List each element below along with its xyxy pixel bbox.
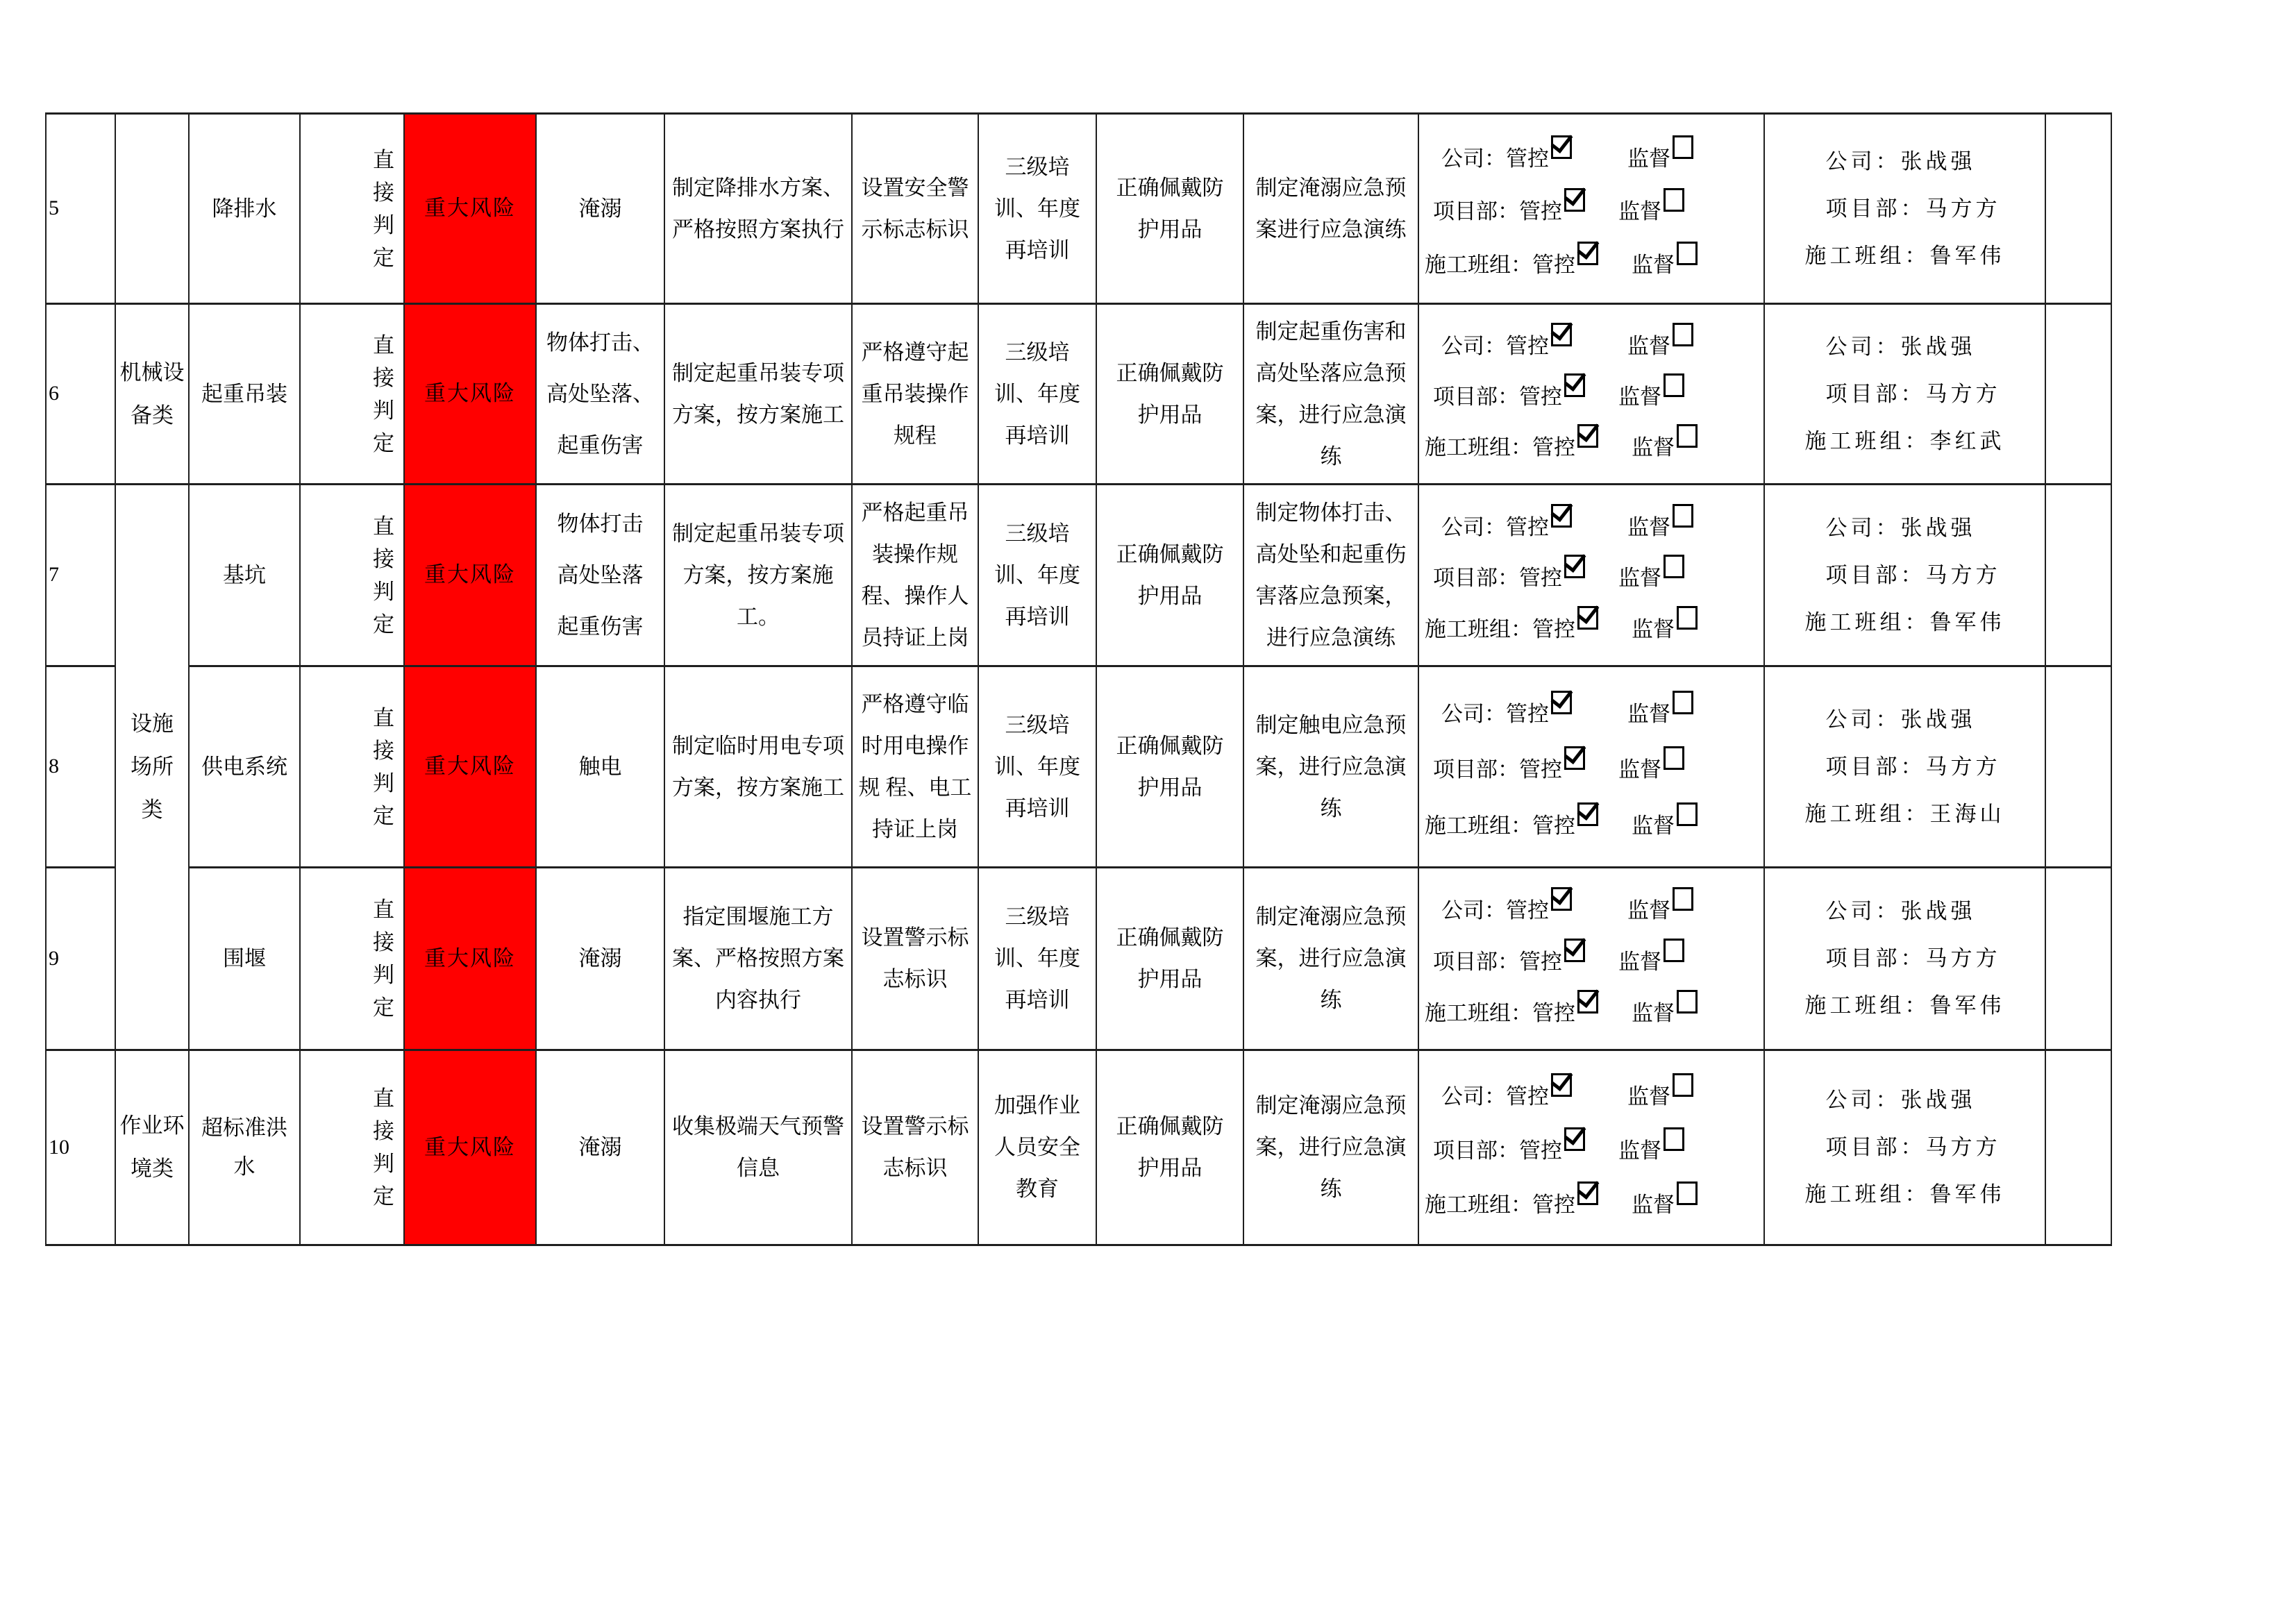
supervise-unchecked-checkbox-icon[interactable] (1677, 606, 1698, 630)
managed-checked-checkbox-icon[interactable] (1577, 424, 1598, 448)
cell-ppe-measure: 正确佩戴防护用品 (1096, 485, 1243, 666)
supervise-unchecked-checkbox-icon[interactable] (1673, 691, 1693, 714)
control-label: 管控 (1506, 701, 1549, 726)
cell-engineering-measure: 指定围堰施工方案、严格按照方案内容执行 (664, 868, 852, 1050)
supervise-label: 监督 (1618, 1138, 1661, 1163)
cell-emergency-measure: 制定起重伤害和高处坠落应急预案，进行应急演练 (1243, 304, 1418, 485)
responsible-line: 项目部：马方方 (1825, 754, 2001, 779)
cell-hazard (536, 485, 664, 666)
cell-control-levels (1418, 666, 1764, 868)
cell-risk-category (115, 1050, 189, 1245)
control-level-line (1425, 373, 1761, 414)
control-org-label: 项目部： (1433, 566, 1519, 591)
cell-responsible-persons (1764, 304, 2045, 485)
spacer (1598, 271, 1632, 272)
responsible-line: 项目部：马方方 (1825, 381, 2001, 406)
managed-checked-checkbox-icon[interactable] (1551, 1073, 1572, 1097)
control-label: 管控 (1532, 813, 1575, 838)
supervise-label: 监督 (1632, 435, 1675, 460)
cell-risk-level: 重大风险 (404, 666, 536, 868)
judgement-vertical-text: 直接判定 (373, 898, 394, 1020)
cell-judgement-method (300, 485, 404, 666)
hazard-line: 高处坠落、 (546, 381, 654, 406)
managed-checked-checkbox-icon[interactable] (1551, 323, 1572, 346)
cell-hazard (536, 868, 664, 1050)
cell-responsible-persons (1764, 114, 2045, 304)
control-level-line (1425, 606, 1761, 646)
cell-risk-category (115, 114, 189, 304)
responsible-line: 公司：张战强 (1825, 707, 1976, 732)
hazard-line: 起重伤害 (557, 432, 644, 457)
cell-management-measure: 设置安全警示标志标识 (852, 114, 978, 304)
control-label: 管控 (1519, 566, 1562, 591)
spacer (1572, 534, 1627, 535)
responsible-line: 施工班组：鲁军伟 (1804, 609, 2005, 634)
cell-emergency-measure: 制定触电应急预案，进行应急演练 (1243, 666, 1418, 868)
cell-ppe-measure: 正确佩戴防护用品 (1096, 1050, 1243, 1245)
responsible-block (1805, 704, 2005, 830)
managed-checked-checkbox-icon[interactable] (1564, 555, 1585, 578)
control-level-line (1425, 188, 1761, 228)
managed-checked-checkbox-icon[interactable] (1577, 1181, 1598, 1205)
supervise-unchecked-checkbox-icon[interactable] (1664, 1127, 1684, 1151)
control-level-line (1425, 990, 1761, 1030)
control-label: 管控 (1532, 1193, 1575, 1218)
control-label: 管控 (1519, 385, 1562, 410)
cell-serial-number: 9 (46, 868, 115, 1050)
control-level-line (1425, 504, 1761, 544)
cell-risk-item: 基坑 (189, 485, 300, 666)
managed-checked-checkbox-icon[interactable] (1564, 373, 1585, 397)
cell-remark-empty (2045, 485, 2111, 666)
cell-risk-level: 重大风险 (404, 114, 536, 304)
responsible-line: 公司：张战强 (1825, 515, 1976, 540)
responsible-line: 施工班组：鲁军伟 (1804, 993, 2005, 1018)
control-org-label: 公司： (1441, 514, 1506, 539)
spacer (1585, 218, 1618, 219)
control-level-line (1425, 1181, 1761, 1222)
hazard-line: 触电 (578, 754, 622, 779)
judgement-vertical-text: 直接判定 (373, 1086, 394, 1209)
supervise-unchecked-checkbox-icon[interactable] (1664, 188, 1684, 212)
cell-control-levels (1418, 485, 1764, 666)
cell-engineering-measure: 制定临时用电专项方案，按方案施工 (664, 666, 852, 868)
cell-remark-empty (2045, 666, 2111, 868)
cell-remark-empty (2045, 868, 2111, 1050)
judgement-vertical-text: 直接判定 (373, 705, 394, 828)
control-levels-block (1419, 306, 1763, 482)
control-org-label: 施工班组： (1425, 252, 1532, 277)
supervise-label: 监督 (1618, 949, 1661, 974)
control-org-label: 项目部： (1433, 757, 1519, 782)
cell-judgement-method (300, 1050, 404, 1245)
category-line: 场所 (131, 755, 174, 779)
hazard-line: 起重伤害 (557, 614, 644, 639)
control-level-line (1425, 887, 1761, 927)
control-levels-block (1419, 668, 1763, 866)
control-label: 管控 (1506, 334, 1549, 359)
responsible-block (1805, 512, 2005, 639)
cell-risk-item: 供电系统 (189, 666, 300, 868)
supervise-unchecked-checkbox-icon[interactable] (1673, 504, 1693, 528)
cell-risk-level: 重大风险 (404, 868, 536, 1050)
cell-judgement-method (300, 868, 404, 1050)
hazard-line: 物体打击 (557, 511, 644, 536)
table-row (46, 304, 2111, 485)
managed-checked-checkbox-icon[interactable] (1577, 802, 1598, 826)
cell-risk-item: 起重吊装 (189, 304, 300, 485)
cell-education-measure: 三级培训、年度再培训 (978, 868, 1096, 1050)
cell-serial-number: 7 (46, 485, 115, 666)
control-label: 管控 (1532, 435, 1575, 460)
cell-hazard (536, 666, 664, 868)
control-org-label: 施工班组： (1425, 813, 1532, 838)
supervise-unchecked-checkbox-icon[interactable] (1664, 746, 1684, 770)
control-label: 管控 (1506, 146, 1549, 171)
spacer (1585, 776, 1618, 777)
cell-risk-item: 超标准洪水 (189, 1050, 300, 1245)
risk-control-table (45, 112, 2112, 1246)
supervise-label: 监督 (1618, 199, 1661, 224)
table-row (46, 485, 2111, 666)
control-org-label: 项目部： (1433, 199, 1519, 224)
control-org-label: 公司： (1441, 898, 1506, 923)
control-level-line (1425, 135, 1761, 176)
control-label: 管控 (1532, 1000, 1575, 1025)
cell-engineering-measure: 制定起重吊装专项方案，按方案施工 (664, 304, 852, 485)
control-org-label: 项目部： (1433, 949, 1519, 974)
control-level-line (1425, 555, 1761, 595)
cell-risk-level: 重大风险 (404, 485, 536, 666)
responsible-line: 公司：张战强 (1825, 334, 1976, 359)
cell-engineering-measure: 制定降排水方案、严格按照方案执行 (664, 114, 852, 304)
responsible-block (1805, 146, 2005, 272)
control-org-label: 公司： (1441, 701, 1506, 726)
control-label: 管控 (1532, 616, 1575, 641)
cell-hazard (536, 114, 664, 304)
supervise-label: 监督 (1618, 757, 1661, 782)
spacer (1585, 968, 1618, 969)
cell-education-measure: 加强作业人员安全教育 (978, 1050, 1096, 1245)
supervise-unchecked-checkbox-icon[interactable] (1664, 373, 1684, 397)
managed-checked-checkbox-icon[interactable] (1564, 939, 1585, 962)
cell-emergency-measure: 制定淹溺应急预案进行应急演练 (1243, 114, 1418, 304)
cell-education-measure: 三级培训、年度再培训 (978, 485, 1096, 666)
control-level-line (1425, 939, 1761, 979)
control-label: 管控 (1506, 1084, 1549, 1109)
hazard-line: 物体打击、 (546, 330, 654, 355)
responsible-line: 项目部：马方方 (1825, 196, 2001, 221)
cell-risk-category (115, 485, 189, 1050)
spacer (1572, 165, 1627, 166)
cell-management-measure: 设置警示标志标识 (852, 1050, 978, 1245)
control-level-line (1425, 802, 1761, 843)
supervise-label: 监督 (1632, 813, 1675, 838)
responsible-line: 项目部：马方方 (1825, 1135, 2001, 1159)
control-org-label: 项目部： (1433, 385, 1519, 410)
cell-serial-number: 10 (46, 1050, 115, 1245)
control-level-line (1425, 691, 1761, 731)
responsible-line: 施工班组：鲁军伟 (1804, 1182, 2005, 1206)
cell-risk-level: 重大风险 (404, 1050, 536, 1245)
control-org-label: 公司： (1441, 1084, 1506, 1109)
supervise-unchecked-checkbox-icon[interactable] (1673, 135, 1693, 159)
hazard-line: 淹溺 (578, 1135, 622, 1159)
managed-checked-checkbox-icon[interactable] (1551, 135, 1572, 159)
control-org-label: 施工班组： (1425, 616, 1532, 641)
supervise-label: 监督 (1618, 566, 1661, 591)
control-levels-block (1419, 116, 1763, 302)
cell-emergency-measure: 制定物体打击、高处坠和起重伤害落应急预案，进行应急演练 (1243, 485, 1418, 666)
managed-checked-checkbox-icon[interactable] (1564, 746, 1585, 770)
responsible-line: 施工班组：鲁军伟 (1804, 243, 2005, 268)
control-label: 管控 (1519, 757, 1562, 782)
managed-checked-checkbox-icon[interactable] (1564, 188, 1585, 212)
table-row (46, 114, 2111, 304)
cell-emergency-measure: 制定淹溺应急预案，进行应急演练 (1243, 1050, 1418, 1245)
responsible-line: 项目部：马方方 (1825, 946, 2001, 970)
control-org-label: 施工班组： (1425, 1000, 1532, 1025)
cell-management-measure: 严格遵守起重吊装操作规程 (852, 304, 978, 485)
cell-responsible-persons (1764, 666, 2045, 868)
cell-management-measure: 严格遵守临时用电操作规 程、电工持证上岗 (852, 666, 978, 868)
responsible-line: 项目部：马方方 (1825, 562, 2001, 587)
control-label: 管控 (1506, 514, 1549, 539)
hazard-line: 淹溺 (578, 946, 622, 970)
table-row (46, 868, 2111, 1050)
cell-remark-empty (2045, 114, 2111, 304)
supervise-unchecked-checkbox-icon[interactable] (1673, 887, 1693, 911)
cell-serial-number: 8 (46, 666, 115, 868)
cell-ppe-measure: 正确佩戴防护用品 (1096, 304, 1243, 485)
responsible-block (1805, 895, 2005, 1022)
cell-control-levels (1418, 114, 1764, 304)
cell-engineering-measure: 收集极端天气预警信息 (664, 1050, 852, 1245)
spacer (1598, 636, 1632, 637)
control-org-label: 项目部： (1433, 1138, 1519, 1163)
control-org-label: 公司： (1441, 334, 1506, 359)
hazard-line: 高处坠落 (557, 562, 644, 587)
spacer (1572, 1103, 1627, 1104)
control-label: 管控 (1519, 949, 1562, 974)
cell-control-levels (1418, 304, 1764, 485)
cell-ppe-measure: 正确佩戴防护用品 (1096, 114, 1243, 304)
supervise-label: 监督 (1632, 1193, 1675, 1218)
managed-checked-checkbox-icon[interactable] (1577, 242, 1598, 265)
managed-checked-checkbox-icon[interactable] (1551, 504, 1572, 528)
cell-responsible-persons (1764, 1050, 2045, 1245)
judgement-vertical-text: 直接判定 (373, 147, 394, 270)
control-label: 管控 (1532, 252, 1575, 277)
cell-education-measure: 三级培训、年度再培训 (978, 304, 1096, 485)
control-levels-block (1419, 487, 1763, 664)
supervise-unchecked-checkbox-icon[interactable] (1664, 939, 1684, 962)
spacer (1585, 1157, 1618, 1158)
cell-ppe-measure: 正确佩戴防护用品 (1096, 666, 1243, 868)
category-line: 类 (141, 798, 163, 822)
control-level-line (1425, 746, 1761, 787)
cell-risk-item: 降排水 (189, 114, 300, 304)
cell-management-measure: 设置警示标志标识 (852, 868, 978, 1050)
control-levels-block (1419, 870, 1763, 1048)
control-org-label: 施工班组： (1425, 435, 1532, 460)
judgement-vertical-text: 直接判定 (373, 514, 394, 637)
category-line: 设施 (131, 712, 174, 736)
responsible-block (1805, 1084, 2005, 1211)
supervise-unchecked-checkbox-icon[interactable] (1677, 802, 1698, 826)
supervise-unchecked-checkbox-icon[interactable] (1677, 242, 1698, 265)
category-line: 备类 (131, 403, 174, 428)
cell-judgement-method (300, 114, 404, 304)
managed-checked-checkbox-icon[interactable] (1551, 691, 1572, 714)
spacer (1598, 1211, 1632, 1212)
risk-table-body (46, 114, 2111, 1245)
supervise-label: 监督 (1632, 1000, 1675, 1025)
cell-judgement-method (300, 666, 404, 868)
responsible-line: 公司：张战强 (1825, 899, 1976, 923)
cell-management-measure: 严格起重吊装操作规程、操作人员持证上岗 (852, 485, 978, 666)
control-label: 管控 (1506, 898, 1549, 923)
supervise-unchecked-checkbox-icon[interactable] (1664, 555, 1684, 578)
spacer (1598, 454, 1632, 455)
category-line: 境类 (131, 1157, 174, 1181)
cell-remark-empty (2045, 1050, 2111, 1245)
spacer (1572, 917, 1627, 918)
category-line: 作业环 (119, 1113, 185, 1138)
cell-remark-empty (2045, 304, 2111, 485)
supervise-label: 监督 (1627, 898, 1670, 923)
cell-hazard (536, 304, 664, 485)
control-level-line (1425, 424, 1761, 464)
managed-checked-checkbox-icon[interactable] (1564, 1127, 1585, 1151)
supervise-unchecked-checkbox-icon[interactable] (1677, 424, 1698, 448)
managed-checked-checkbox-icon[interactable] (1577, 606, 1598, 630)
supervise-label: 监督 (1627, 1084, 1670, 1109)
cell-engineering-measure: 制定起重吊装专项方案，按方案施工。 (664, 485, 852, 666)
cell-control-levels (1418, 868, 1764, 1050)
control-level-line (1425, 242, 1761, 282)
control-level-line (1425, 1073, 1761, 1113)
spacer (1598, 832, 1632, 833)
cell-judgement-method (300, 304, 404, 485)
cell-control-levels (1418, 1050, 1764, 1245)
judgement-vertical-text: 直接判定 (373, 333, 394, 455)
responsible-line: 公司：张战强 (1825, 1088, 1976, 1112)
category-line: 机械设 (119, 360, 185, 385)
cell-risk-level: 重大风险 (404, 304, 536, 485)
control-org-label: 施工班组： (1425, 1193, 1532, 1218)
responsible-line: 施工班组：王海山 (1804, 801, 2005, 826)
supervise-label: 监督 (1632, 252, 1675, 277)
control-label: 管控 (1519, 199, 1562, 224)
control-level-line (1425, 1127, 1761, 1168)
cell-ppe-measure: 正确佩戴防护用品 (1096, 868, 1243, 1050)
cell-serial-number: 6 (46, 304, 115, 485)
spacer (1585, 403, 1618, 404)
supervise-label: 监督 (1627, 514, 1670, 539)
cell-emergency-measure: 制定淹溺应急预案，进行应急演练 (1243, 868, 1418, 1050)
supervise-label: 监督 (1618, 385, 1661, 410)
control-label: 管控 (1519, 1138, 1562, 1163)
responsible-line: 公司：张战强 (1825, 149, 1976, 174)
control-levels-block (1419, 1052, 1763, 1243)
cell-education-measure: 三级培训、年度再培训 (978, 666, 1096, 868)
cell-risk-item: 围堰 (189, 868, 300, 1050)
cell-education-measure: 三级培训、年度再培训 (978, 114, 1096, 304)
managed-checked-checkbox-icon[interactable] (1551, 887, 1572, 911)
supervise-label: 监督 (1627, 146, 1670, 171)
supervise-unchecked-checkbox-icon[interactable] (1677, 990, 1698, 1014)
control-org-label: 公司： (1441, 146, 1506, 171)
supervise-unchecked-checkbox-icon[interactable] (1677, 1181, 1698, 1205)
supervise-unchecked-checkbox-icon[interactable] (1673, 323, 1693, 346)
table-row (46, 666, 2111, 868)
responsible-line: 施工班组：李红武 (1804, 428, 2005, 453)
supervise-label: 监督 (1627, 334, 1670, 359)
control-level-line (1425, 323, 1761, 363)
managed-checked-checkbox-icon[interactable] (1577, 990, 1598, 1014)
cell-risk-category (115, 304, 189, 485)
supervise-unchecked-checkbox-icon[interactable] (1673, 1073, 1693, 1097)
cell-responsible-persons (1764, 485, 2045, 666)
cell-serial-number: 5 (46, 114, 115, 304)
table-row (46, 1050, 2111, 1245)
hazard-line: 淹溺 (578, 196, 622, 221)
cell-hazard (536, 1050, 664, 1245)
supervise-label: 监督 (1632, 616, 1675, 641)
cell-responsible-persons (1764, 868, 2045, 1050)
supervise-label: 监督 (1627, 701, 1670, 726)
responsible-block (1805, 331, 2005, 457)
